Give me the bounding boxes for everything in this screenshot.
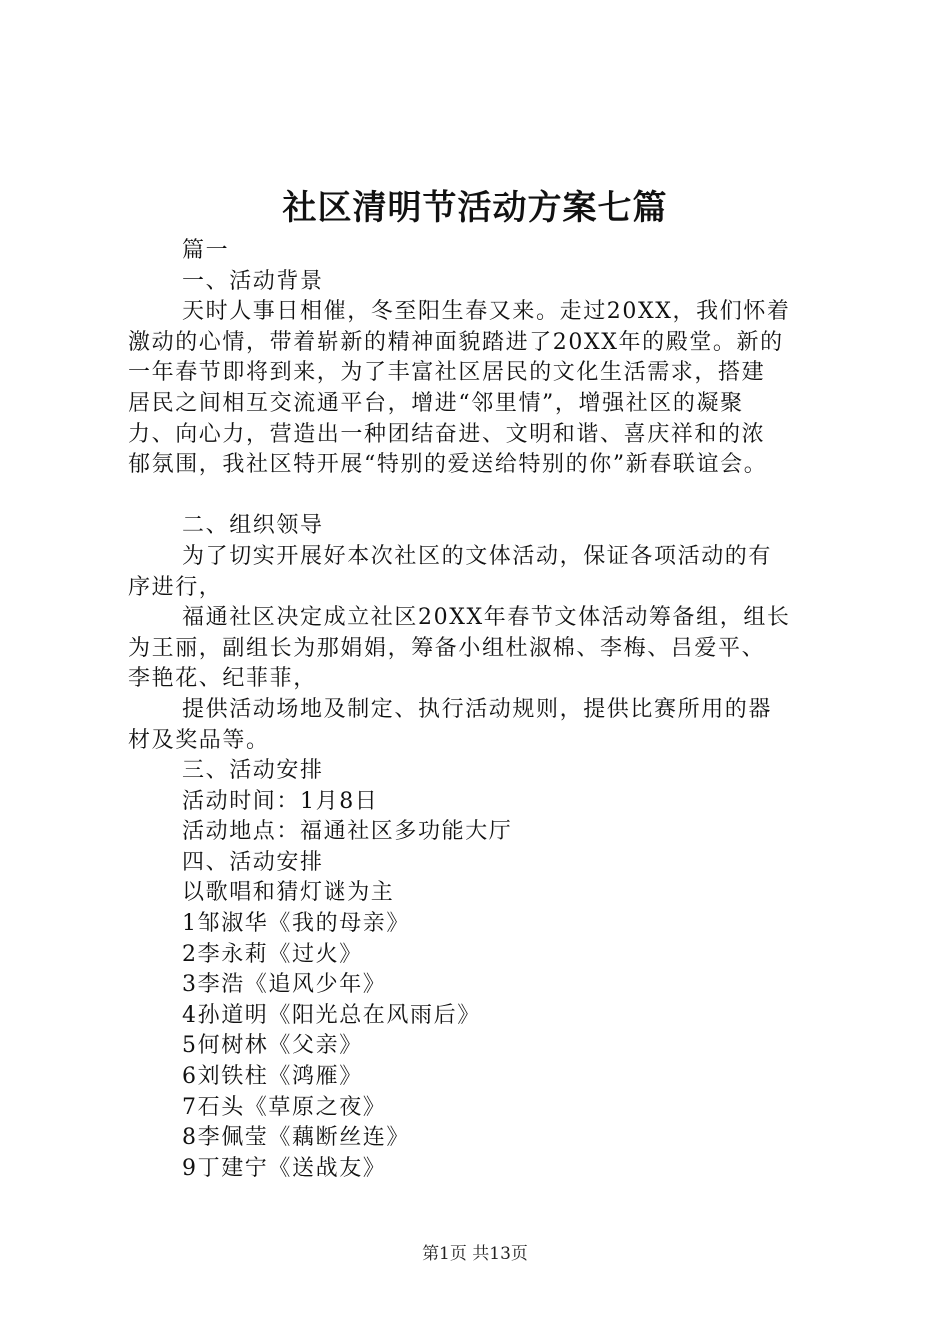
text-line: 天时人事日相催，冬至阳生春又来。走过20XX，我们怀着 bbox=[182, 299, 791, 325]
text-line: 篇一 bbox=[182, 238, 230, 263]
text-line: 活动时间：1月8日 bbox=[182, 788, 379, 814]
text-line: 一年春节即将到来，为了丰富社区居民的文化生活需求，搭建 bbox=[128, 360, 766, 386]
text-line: 1邹淑华《我的母亲》 bbox=[182, 911, 410, 937]
document-body bbox=[128, 236, 840, 1184]
text-line: 三、活动安排 bbox=[182, 758, 324, 784]
blank-line bbox=[128, 481, 840, 512]
page-footer: 第1页 共13页 bbox=[422, 1244, 528, 1264]
text-line: 四、活动安排 bbox=[182, 849, 324, 875]
text-line: 4孙道明《阳光总在风雨后》 bbox=[182, 1002, 481, 1028]
text-line: 福通社区决定成立社区20XX年春节文体活动筹备组，组长 bbox=[182, 605, 791, 631]
text-line: 李艳花、纪菲菲， bbox=[128, 666, 317, 692]
text-line: 序进行， bbox=[128, 574, 223, 600]
text-line: 9丁建宁《送战友》 bbox=[182, 1155, 387, 1181]
text-line: 5何树林《父亲》 bbox=[182, 1033, 363, 1059]
text-line: 8李佩莹《藕断丝连》 bbox=[182, 1125, 410, 1151]
text-line: 提供活动场地及制定、执行活动规则，提供比赛所用的器 bbox=[182, 696, 773, 722]
text-line: 2李永莉《过火》 bbox=[182, 941, 363, 967]
page-title: 社区清明节活动方案七篇 bbox=[282, 188, 668, 228]
text-line: 6刘铁柱《鸿雁》 bbox=[182, 1064, 363, 1090]
text-line: 为王丽，副组长为那娟娟，筹备小组杜淑棉、李梅、吕爱平、 bbox=[128, 635, 766, 661]
text-line: 活动地点：福通社区多功能大厅 bbox=[182, 819, 513, 845]
text-line: 二、组织领导 bbox=[182, 513, 324, 539]
text-line: 郁氛围，我社区特开展“特别的爱送给特别的你”新春联谊会。 bbox=[128, 452, 768, 478]
text-line: 7石头《草原之夜》 bbox=[182, 1094, 387, 1120]
text-line: 为了切实开展好本次社区的文体活动，保证各项活动的有 bbox=[182, 543, 773, 569]
text-line: 居民之间相互交流通平台，增进“邻里情”，增强社区的凝聚 bbox=[128, 390, 744, 416]
text-line: 一、活动背景 bbox=[182, 268, 324, 294]
text-line: 材及奖品等。 bbox=[128, 727, 270, 753]
text-line: 3李浩《追风少年》 bbox=[182, 972, 387, 998]
text-line: 激动的心情，带着崭新的精神面貌踏进了20XX年的殿堂。新的 bbox=[128, 329, 784, 355]
text-line: 力、向心力，营造出一种团结奋进、文明和谐、喜庆祥和的浓 bbox=[128, 421, 766, 447]
text-line: 以歌唱和猜灯谜为主 bbox=[182, 880, 395, 906]
